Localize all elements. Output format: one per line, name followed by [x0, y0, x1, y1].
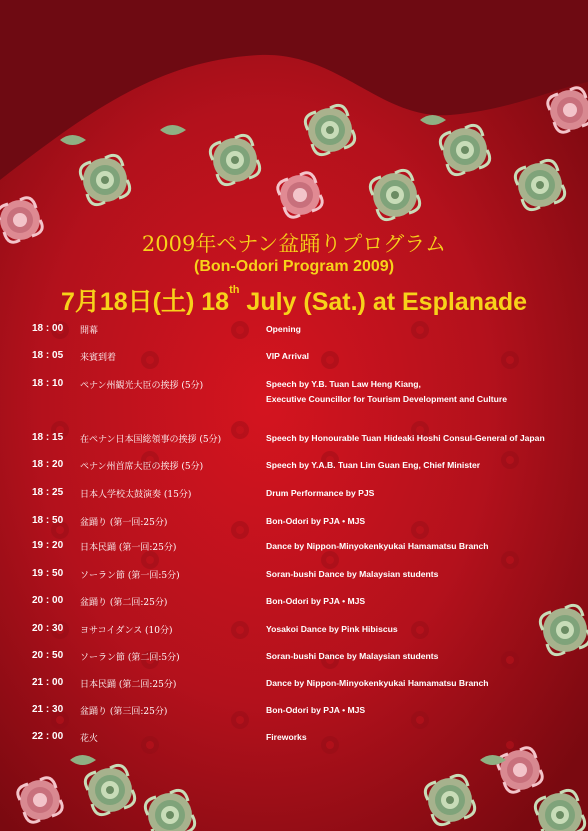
program-time: 18 : 20: [32, 459, 64, 470]
program-item-english-line-2: Executive Councillor for Tourism Development and Culture: [266, 394, 507, 404]
event-date: [0, 282, 588, 318]
program-item-english-line: VIP Arrival: [266, 351, 309, 361]
program-row: [0, 459, 588, 489]
program-item-english: [266, 730, 307, 745]
program-time: 18 : 15: [32, 432, 64, 443]
program-item-english-line: Yosakoi Dance by Pink Hibiscus: [266, 624, 398, 634]
program-time: 19 : 50: [32, 568, 64, 579]
program-item-japanese: ソーラン節 (第二回:5分): [80, 653, 180, 663]
program-item-english: [266, 594, 365, 609]
program-item-english: [266, 486, 374, 501]
program-item-english: [266, 377, 507, 407]
program-row: [0, 540, 588, 570]
program-time: 20 : 50: [32, 650, 64, 661]
program-item-english: [266, 676, 489, 691]
program-time: 18 : 05: [32, 350, 64, 361]
program-item-english-line: Dance by Nippon-Minyokenkyukai Hamamatsu Branch: [266, 678, 489, 688]
program-item-english-line: Soran-bushi Dance by Malaysian students: [266, 569, 439, 579]
program-time: 18 : 25: [32, 487, 64, 498]
program-item-english: [266, 349, 309, 364]
program-item-japanese: 日本人学校太鼓演奏 (15分): [80, 490, 192, 500]
program-time: 20 : 00: [32, 595, 64, 606]
program-time: 20 : 30: [32, 623, 64, 634]
program-item-english-line: Opening: [266, 324, 301, 334]
program-item-english-line: Bon-Odori by PJA • MJS: [266, 705, 366, 715]
program-time: 18 : 50: [32, 515, 64, 526]
program-time: 22 : 00: [32, 731, 64, 742]
program-row: [0, 378, 588, 408]
program-row: [0, 487, 588, 517]
program-item-english: [266, 703, 365, 718]
program-item-japanese: 開幕: [80, 326, 99, 336]
program-item-english: [266, 567, 438, 582]
poster-title-english: (Bon-Odori Program 2009): [193, 258, 395, 275]
program-item-japanese: 花火: [80, 734, 99, 744]
program-time: 19 : 20: [32, 540, 64, 551]
program-item-japanese: ソーラン節 (第一回:5分): [80, 571, 180, 581]
program-item-english-line: Drum Performance by PJS: [266, 488, 375, 498]
program-item-english: [266, 458, 480, 473]
program-item-english-line: Soran-bushi Dance by Malaysian students: [266, 651, 439, 661]
program-row: [0, 731, 588, 761]
program-item-japanese: ペナン州観光大臣の挨拶 (5分): [80, 381, 204, 391]
program-item-english: [266, 622, 398, 637]
program-item-english: [266, 539, 489, 554]
program-item-english-line: Bon-Odori by PJA • MJS: [266, 516, 366, 526]
program-item-japanese: 日本民踊 (第二回:25分): [80, 680, 177, 690]
program-item-japanese: ペナン州首席大臣の挨拶 (5分): [80, 462, 204, 472]
event-date-day: 18: [201, 288, 230, 316]
program-item-english-line: Dance by Nippon-Minyokenkyukai Hamamatsu Branch: [266, 541, 489, 551]
program-item-english: [266, 322, 301, 337]
program-item-english-line: Speech by Y.A.B. Tuan Lim Guan Eng, Chief Minister: [266, 460, 481, 470]
poster-title-japanese: 2009年ペナン盆踊りプログラム: [141, 232, 447, 256]
program-time: 21 : 00: [32, 677, 64, 688]
event-date-venue: July (Sat.) at Esplanade: [239, 288, 528, 316]
program-row: [0, 595, 588, 625]
program-item-english: [266, 514, 365, 529]
event-date-suffix: th: [229, 284, 240, 296]
program-item-japanese: 在ペナン日本国総領事の挨拶 (5分): [80, 435, 222, 445]
program-time: 18 : 10: [32, 378, 64, 389]
program-item-english-line: Fireworks: [266, 732, 307, 742]
program-time: 18 : 00: [32, 323, 64, 334]
program-item-japanese: ヨサコイダンス (10分): [80, 626, 173, 636]
program-item-english-line: Speech by Honourable Tuan Hideaki Hoshi Consul-General of Japan: [266, 433, 545, 443]
program-item-japanese: 来賓到着: [80, 353, 117, 363]
program-item-japanese: 日本民踊 (第一回:25分): [80, 543, 177, 553]
program-item-english: [266, 649, 438, 664]
event-date-japanese: 7月18日(土): [60, 288, 195, 316]
program-time: 21 : 30: [32, 704, 64, 715]
program-item-english-line: Speech by Y.B. Tuan Law Heng Kiang,: [266, 379, 421, 389]
program-item-english-line: Bon-Odori by PJA • MJS: [266, 596, 366, 606]
program-item-japanese: 盆踊り (第一回:25分): [80, 518, 168, 528]
program-item-japanese: 盆踊り (第三回:25分): [80, 707, 168, 717]
program-item-english: [266, 431, 545, 446]
program-row: [0, 350, 588, 380]
program-item-japanese: 盆踊り (第二回:25分): [80, 598, 168, 608]
